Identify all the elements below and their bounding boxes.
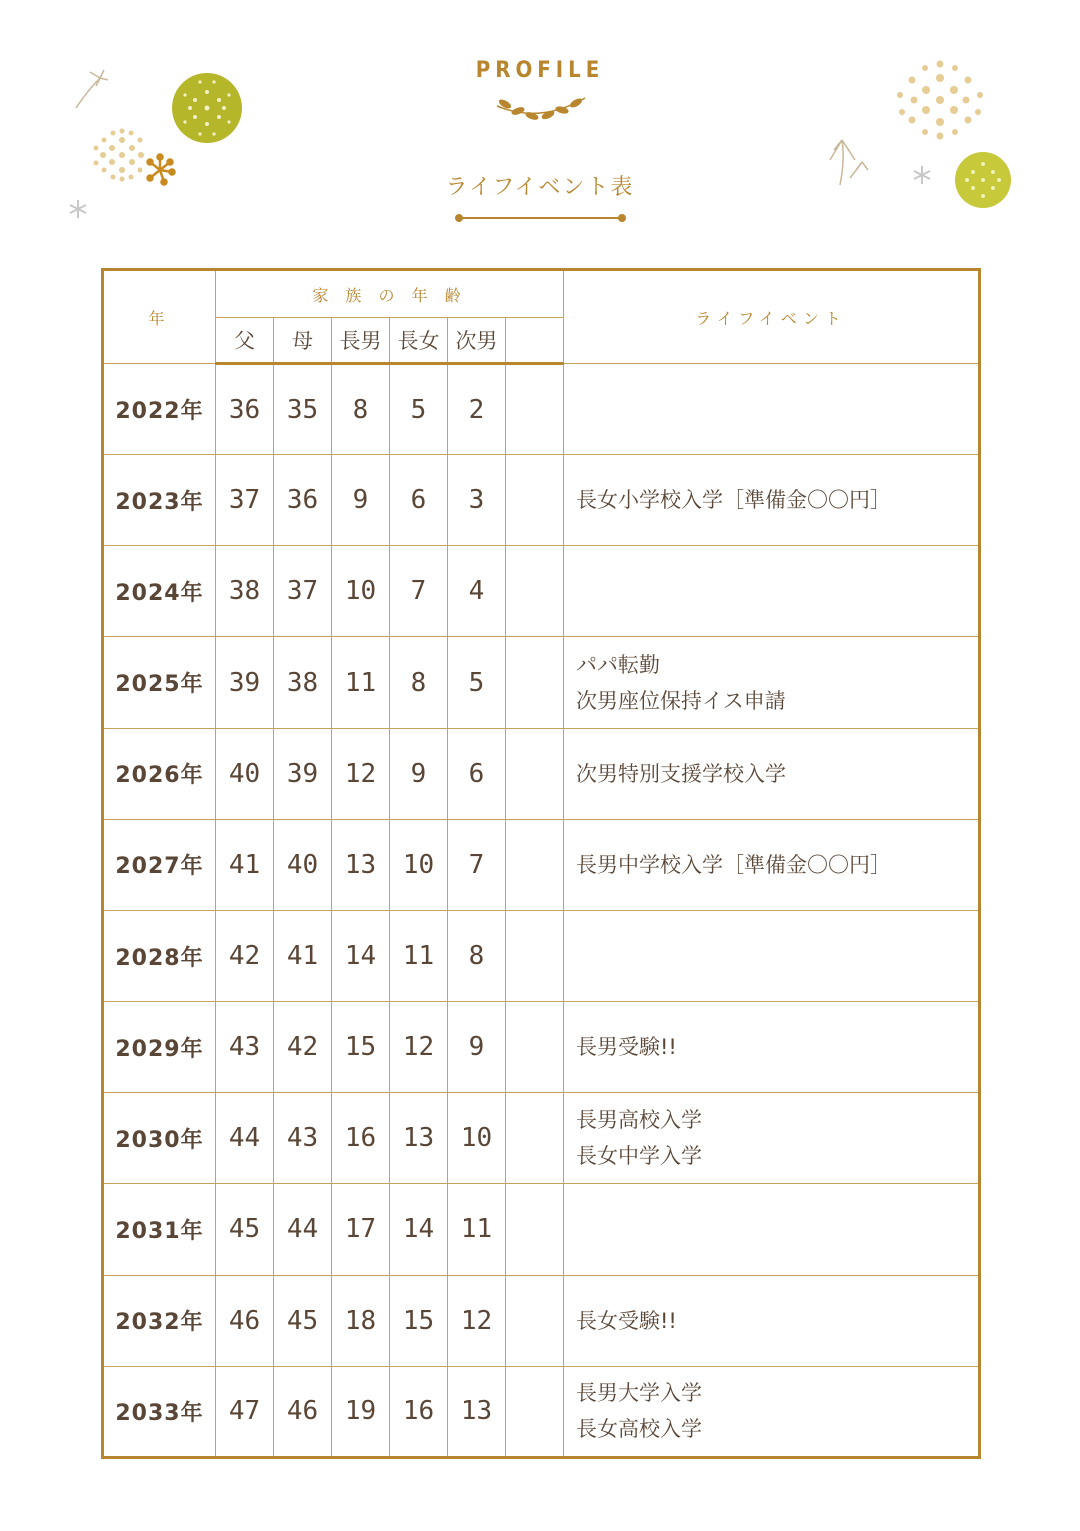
event-cell [564,728,980,819]
age-cell: 16 [390,1366,448,1457]
event-line: パパ転勤 [576,652,661,677]
subtitle-underline [455,214,626,222]
snowflake-left-icon [70,200,86,218]
event-cell [564,819,980,910]
age-cell: 8 [390,637,448,728]
year-cell: 2028年 [103,910,216,1001]
table-body [103,364,980,1458]
age-cell: 44 [274,1184,332,1275]
age-cell: 38 [216,546,274,637]
member-header-father: 父 [216,318,274,364]
age-cell: 16 [332,1093,390,1184]
age-cell: 18 [332,1275,390,1366]
age-cell: 35 [274,364,332,455]
blank-cell [506,1275,564,1366]
event-line: 長女小学校入学［準備金〇〇円］ [576,488,892,513]
age-cell: 7 [390,546,448,637]
member-header-second-son: 次男 [448,318,506,364]
age-cell: 2 [448,364,506,455]
age-cell: 12 [390,1002,448,1093]
year-cell: 2025年 [103,637,216,728]
table-row [103,455,980,546]
year-cell: 2023年 [103,455,216,546]
age-cell: 40 [274,819,332,910]
age-cell: 43 [274,1093,332,1184]
table-row [103,1002,980,1093]
age-cell: 36 [274,455,332,546]
table-row [103,1184,980,1275]
age-cell: 19 [332,1366,390,1457]
blank-cell [506,819,564,910]
age-cell: 10 [390,819,448,910]
age-cell: 13 [390,1093,448,1184]
age-cell: 47 [216,1366,274,1457]
age-cell: 5 [448,637,506,728]
event-cell [564,455,980,546]
age-cell: 9 [332,455,390,546]
table-row [103,364,980,455]
age-cell: 8 [448,910,506,1001]
table-row [103,546,980,637]
age-cell: 7 [448,819,506,910]
age-cell: 14 [390,1184,448,1275]
family-age-header: 家 族 の 年 齢 [216,270,564,318]
table-row [103,1093,980,1184]
age-cell: 46 [216,1275,274,1366]
table-row [103,1275,980,1366]
age-cell: 13 [448,1366,506,1457]
age-cell: 9 [390,728,448,819]
blank-cell [506,1184,564,1275]
event-cell [564,1275,980,1366]
age-cell: 45 [274,1275,332,1366]
age-cell: 3 [448,455,506,546]
blank-cell [506,364,564,455]
member-header-blank [506,318,564,364]
page-title: ライフイベント表 [445,175,635,200]
event-header: ライフイベント [564,270,980,364]
year-cell: 2030年 [103,1093,216,1184]
age-cell: 36 [216,364,274,455]
event-cell [564,364,980,455]
age-cell: 39 [274,728,332,819]
blank-cell [506,637,564,728]
event-cell [564,1002,980,1093]
blank-cell [506,728,564,819]
event-line: 長女受験!! [576,1308,677,1333]
blank-cell [506,546,564,637]
age-cell: 15 [332,1002,390,1093]
blank-cell [506,1002,564,1093]
age-cell: 45 [216,1184,274,1275]
age-cell: 6 [448,728,506,819]
event-line: 次男特別支援学校入学 [576,761,787,786]
event-cell [564,1093,980,1184]
age-cell: 37 [274,546,332,637]
age-cell: 4 [448,546,506,637]
age-cell: 37 [216,455,274,546]
year-cell: 2026年 [103,728,216,819]
age-cell: 10 [332,546,390,637]
age-cell: 13 [332,819,390,910]
age-cell: 12 [332,728,390,819]
event-line: 長男中学校入学［準備金〇〇円］ [576,852,892,877]
blank-cell [506,1366,564,1457]
age-cell: 43 [216,1002,274,1093]
event-line: 長男大学入学 [576,1381,703,1406]
age-cell: 5 [390,364,448,455]
age-cell: 38 [274,637,332,728]
member-header-eldest-daughter: 長女 [390,318,448,364]
age-cell: 44 [216,1093,274,1184]
event-line: 長男受験!! [576,1035,677,1060]
age-cell: 11 [448,1184,506,1275]
age-cell: 10 [448,1093,506,1184]
event-line: 次男座位保持イス申請 [576,688,786,713]
life-event-table [101,268,981,1459]
event-cell [564,546,980,637]
life-event-table-container [101,268,978,1459]
event-cell [564,637,980,728]
member-header-eldest-son: 長男 [332,318,390,364]
table-row [103,1366,980,1457]
event-line: 長男高校入学 [576,1108,703,1133]
age-cell: 6 [390,455,448,546]
age-cell: 42 [216,910,274,1001]
age-cell: 41 [216,819,274,910]
year-cell: 2033年 [103,1366,216,1457]
table-row [103,910,980,1001]
age-cell: 8 [332,364,390,455]
olive-flower-left-icon [172,73,242,143]
age-cell: 46 [274,1366,332,1457]
event-cell [564,1184,980,1275]
event-cell [564,910,980,1001]
event-cell [564,1366,980,1457]
age-cell: 9 [448,1002,506,1093]
age-cell: 11 [332,637,390,728]
year-cell: 2022年 [103,364,216,455]
year-cell: 2031年 [103,1184,216,1275]
blank-cell [506,1093,564,1184]
header-decorations [0,0,1080,260]
table-row [103,637,980,728]
age-cell: 40 [216,728,274,819]
age-cell: 14 [332,910,390,1001]
event-line: 長女中学入学 [576,1144,703,1169]
profile-label: PROFILE [475,58,605,83]
age-cell: 39 [216,637,274,728]
blank-cell [506,910,564,1001]
age-cell: 42 [274,1002,332,1093]
age-cell: 11 [390,910,448,1001]
age-cell: 41 [274,910,332,1001]
blank-cell [506,455,564,546]
year-cell: 2032年 [103,1275,216,1366]
member-header-mother: 母 [274,318,332,364]
year-cell: 2029年 [103,1002,216,1093]
table-row [103,819,980,910]
age-cell: 17 [332,1184,390,1275]
laurel-icon [497,98,585,121]
year-cell: 2027年 [103,819,216,910]
year-header: 年 [103,270,216,364]
event-line: 長女高校入学 [576,1417,703,1442]
table-row [103,728,980,819]
year-cell: 2024年 [103,546,216,637]
age-cell: 12 [448,1275,506,1366]
age-cell: 15 [390,1275,448,1366]
